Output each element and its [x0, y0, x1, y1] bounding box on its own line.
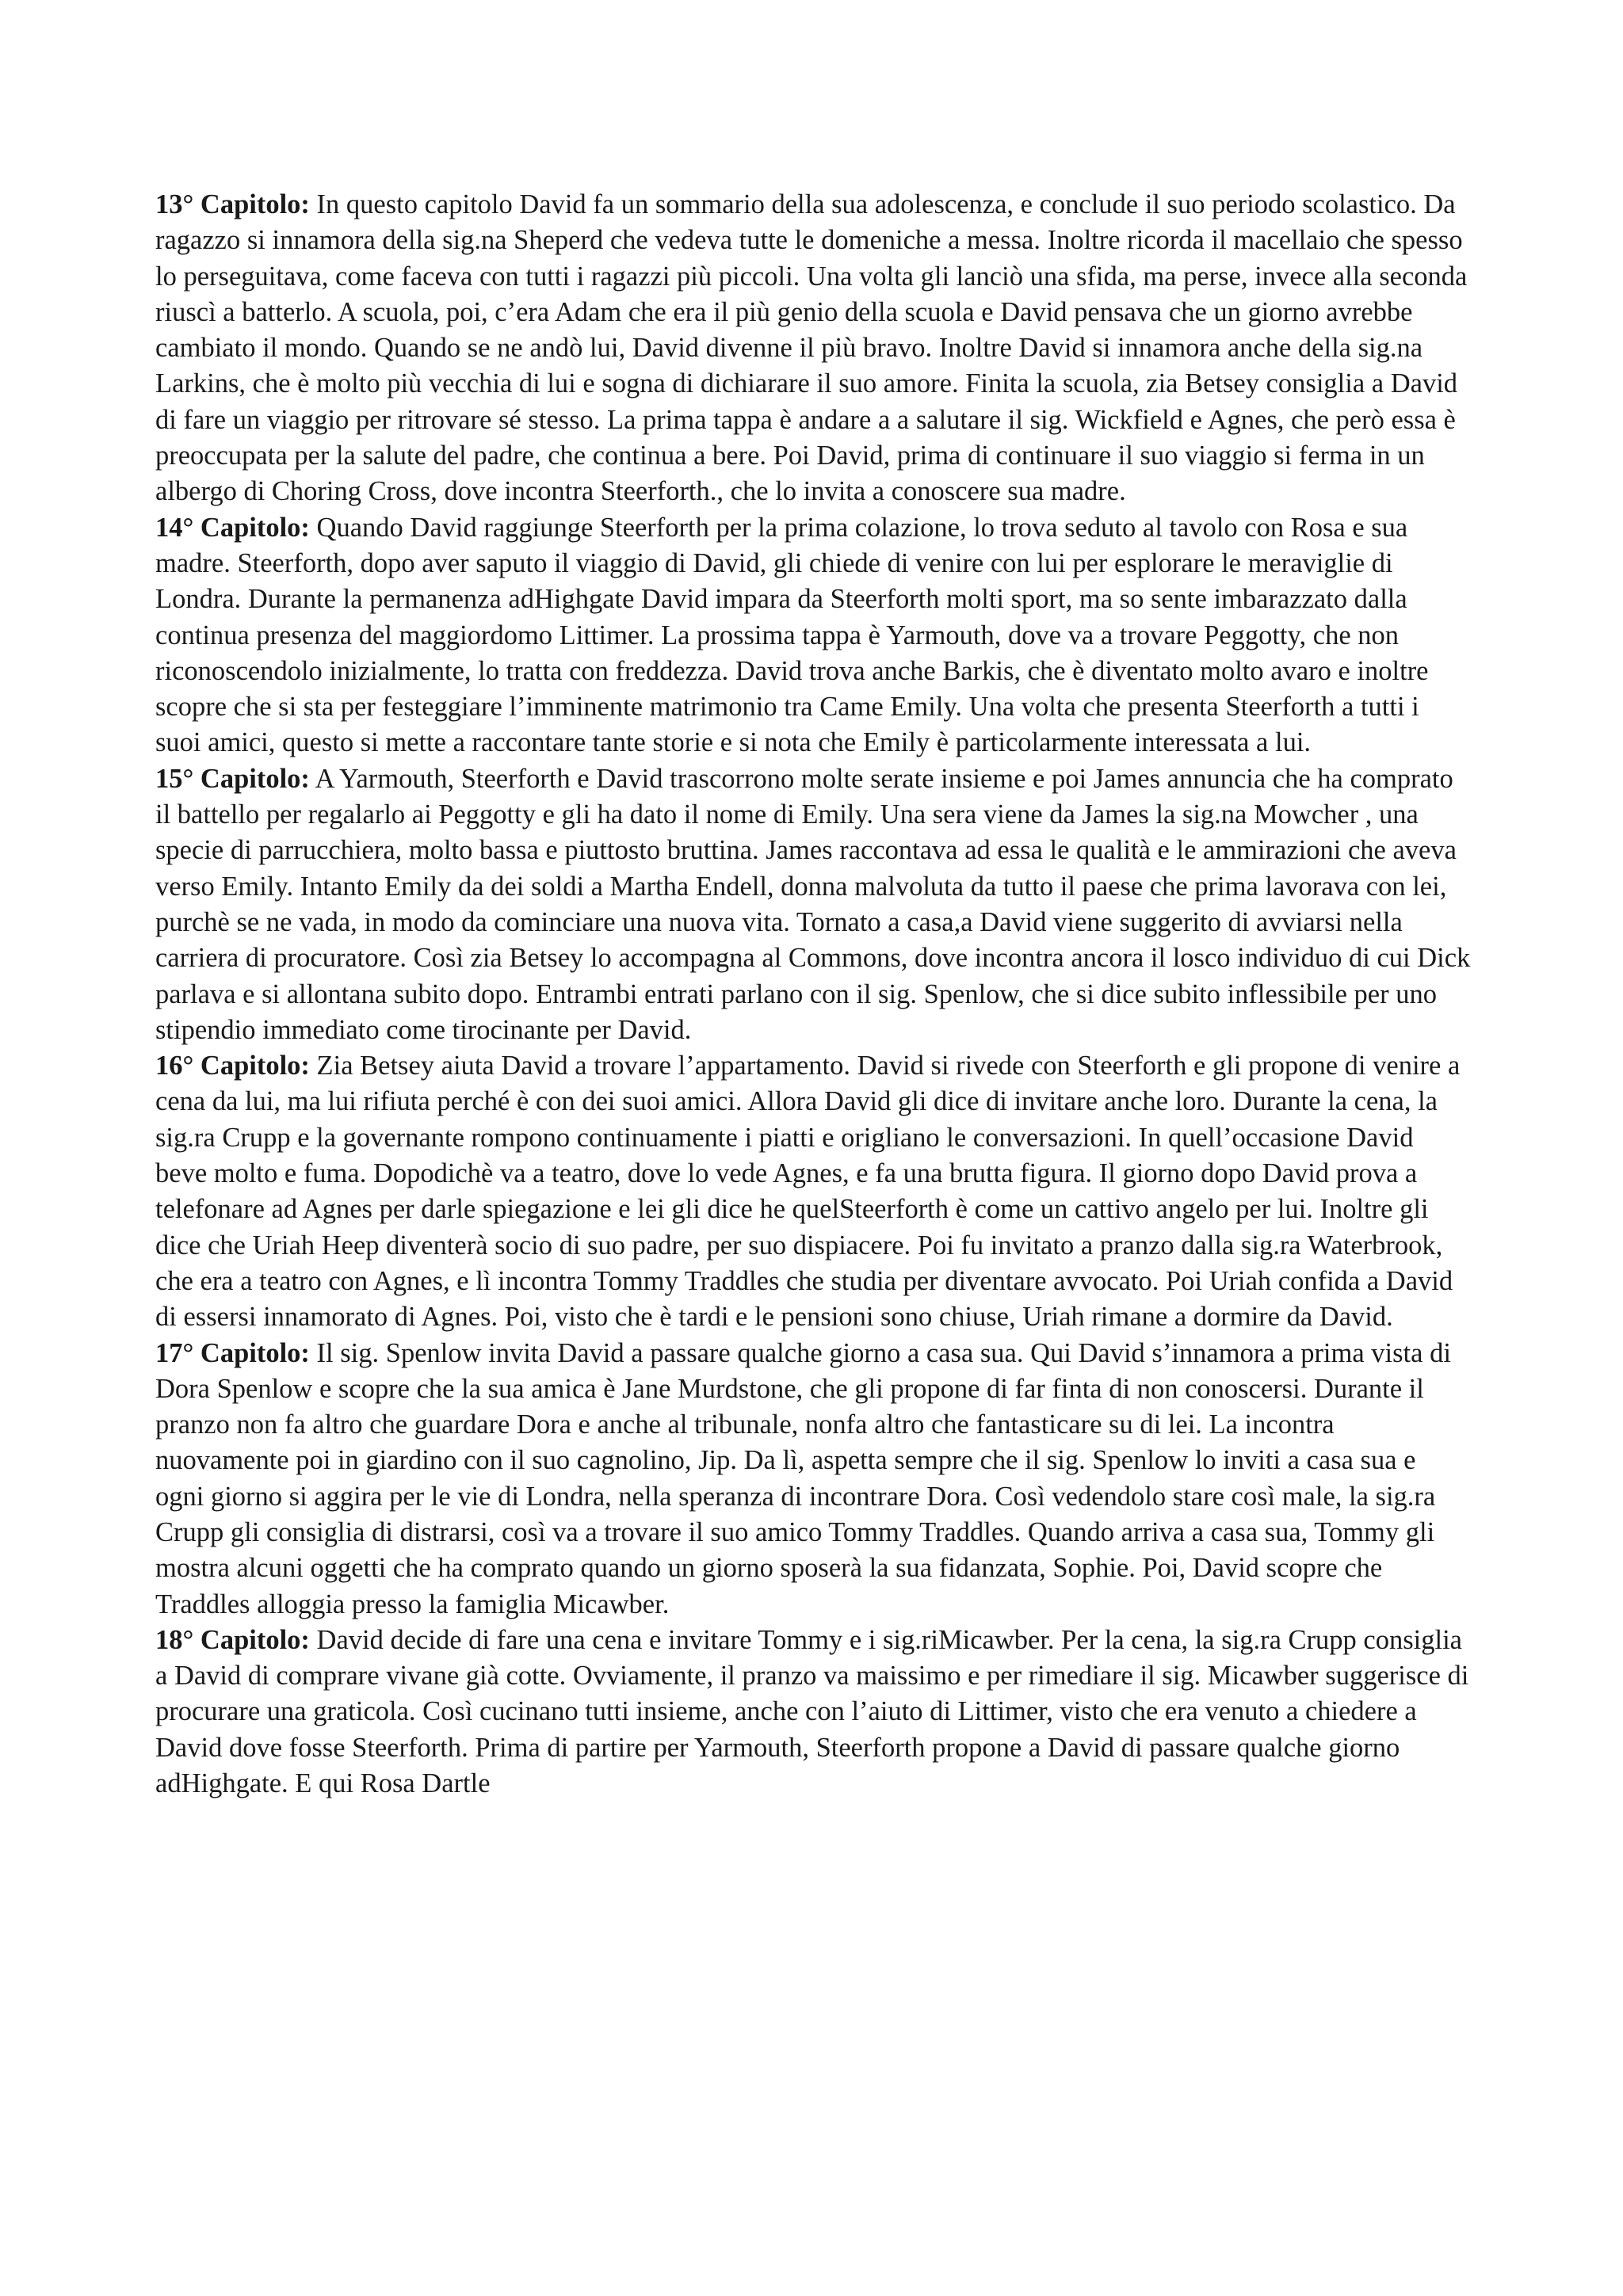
chapter-text: Il sig. Spenlow invita David a passare qualche giorno a casa sua. Qui David s’innamora a prima vista di Dora Spenlow e scopre che la sua amica è Jane Murdstone, che gli propone di far finta di non conoscersi. Durante il pranzo non fa altro che guardare Dora e anche al tribunale, nonfa altro che fantasticare su di lei. La incontra nuovamente poi in giardino con il suo cagnolino, Jip. Da lì, aspetta sempre che il sig. Spenlow lo inviti a casa sua e ogni giorno si aggira per le vie di Londra, nella speranza di incontrare Dora. Così vedendolo stare così male, la sig.ra Crupp gli consiglia di distrarsi, così va a trovare il suo amico Tommy Traddles. Quando arriva a casa sua, Tommy gli mostra alcuni oggetti che ha comprato quando un giorno sposerà la sua fidanzata, Sophie. Poi, David scopre che Traddles alloggia presso la famiglia Micawber. [155, 1337, 1451, 1619]
chapter-18 [155, 1623, 1471, 1802]
chapter-17 [155, 1336, 1471, 1623]
chapter-text: A Yarmouth, Steerforth e David trascorrono molte serate insieme e poi James annuncia che ha comprato il battello per regalarlo ai Peggotty e gli ha dato il nome di Emily. Una sera viene da James la sig.na Mowcher , una specie di parrucchiera, molto bassa e piuttosto bruttina. James raccontava ad essa le qualità e le ammirazioni che aveva verso Emily. Intanto Emily da dei soldi a Martha Endell, donna malvoluta da tutto il paese che prima lavorava con lei, purchè se ne vada, in modo da cominciare una nuova vita. Tornato a casa,a David viene suggerito di avviarsi nella carriera di procuratore. Così zia Betsey lo accompagna al Commons, dove incontra ancora il losco individuo di cui Dick parlava e si allontana subito dopo. Entrambi entrati parlano con il sig. Spenlow, che si dice subito inflessibile per uno stipendio immediato come tirocinante per David. [155, 763, 1471, 1045]
chapter-heading: 17° Capitolo: [155, 1337, 310, 1368]
chapter-heading: 13° Capitolo: [155, 189, 310, 219]
chapter-text: Quando David raggiunge Steerforth per la prima colazione, lo trova seduto al tavolo con Rosa e sua madre. Steerforth, dopo aver saputo il viaggio di David, gli chiede di venire con lui per esplorare le meraviglie di Londra. Durante la permanenza adHighgate David impara da Steerforth molti sport, ma so sente imbarazzato dalla continua presenza del maggiordomo Littimer. La prossima tappa è Yarmouth, dove va a trovare Peggotty, che non riconoscendolo inizialmente, lo tratta con freddezza. David trova anche Barkis, che è diventato molto avaro e inoltre scopre che si sta per festeggiare l’imminente matrimonio tra Came Emily. Una volta che presenta Steerforth a tutti i suoi amici, questo si mette a raccontare tante storie e si nota che Emily è particolarmente interessata a lui. [155, 512, 1429, 758]
chapter-16 [155, 1048, 1471, 1335]
chapter-13 [155, 187, 1471, 510]
chapter-15 [155, 761, 1471, 1048]
chapter-heading: 15° Capitolo: [155, 763, 310, 794]
chapter-14 [155, 510, 1471, 761]
chapter-heading: 16° Capitolo: [155, 1051, 310, 1081]
chapter-text: In questo capitolo David fa un sommario della sua adolescenza, e conclude il suo periodo scolastico. Da ragazzo si innamora della sig.na Sheperd che vedeva tutte le domeniche a messa. Inoltre ricorda il macellaio che spesso lo perseguitava, come faceva con tutti i ragazzi più piccoli. Una volta gli lanciò una sfida, ma perse, invece alla seconda riuscì a batterlo. A scuola, poi, c’era Adam che era il più genio della scuola e David pensava che un giorno avrebbe cambiato il mondo. Quando se ne andò lui, David divenne il più bravo. Inoltre David si innamora anche della sig.na Larkins, che è molto più vecchia di lui e sogna di dichiarare il suo amore. Finita la scuola, zia Betsey consiglia a David di fare un viaggio per ritrovare sé stesso. La prima tappa è andare a a salutare il sig. Wickfield e Agnes, che però essa è preoccupata per la salute del padre, che continua a bere. Poi David, prima di continuare il suo viaggio si ferma in un albergo di Choring Cross, dove incontra Steerforth., che lo invita a conoscere sua madre. [155, 189, 1468, 507]
document-page [155, 187, 1471, 1802]
chapter-text: David decide di fare una cena e invitare Tommy e i sig.riMicawber. Per la cena, la sig.ra Crupp consiglia a David di comprare vivane già cotte. Ovviamente, il pranzo va maissimo e per rimediare il sig. Micawber suggerisce di procurare una graticola. Così cucinano tutti insieme, anche con l’aiuto di Littimer, visto che era venuto a chiedere a David dove fosse Steerforth. Prima di partire per Yarmouth, Steerforth propone a David di passare qualche giorno adHighgate. E qui Rosa Dartle [155, 1624, 1469, 1799]
chapter-heading: 18° Capitolo: [155, 1624, 310, 1655]
chapter-heading: 14° Capitolo: [155, 512, 310, 543]
chapter-text: Zia Betsey aiuta David a trovare l’appartamento. David si rivede con Steerforth e gli propone di venire a cena da lui, ma lui rifiuta perché è con dei suoi amici. Allora David gli dice di invitare anche loro. Durante la cena, la sig.ra Crupp e la governante rompono continuamente i piatti e origliano le conversazioni. In quell’occasione David beve molto e fuma. Dopodichè va a teatro, dove lo vede Agnes, e fa una brutta figura. Il giorno dopo David prova a telefonare ad Agnes per darle spiegazione e lei gli dice he quelSteerforth è come un cattivo angelo per lui. Inoltre gli dice che Uriah Heep diventerà socio di suo padre, per suo dispiacere. Poi fu invitato a pranzo dalla sig.ra Waterbrook, che era a teatro con Agnes, e lì incontra Tommy Traddles che studia per diventare avvocato. Poi Uriah confida a David di essersi innamorato di Agnes. Poi, visto che è tardi e le pensioni sono chiuse, Uriah rimane a dormire da David. [155, 1051, 1461, 1333]
